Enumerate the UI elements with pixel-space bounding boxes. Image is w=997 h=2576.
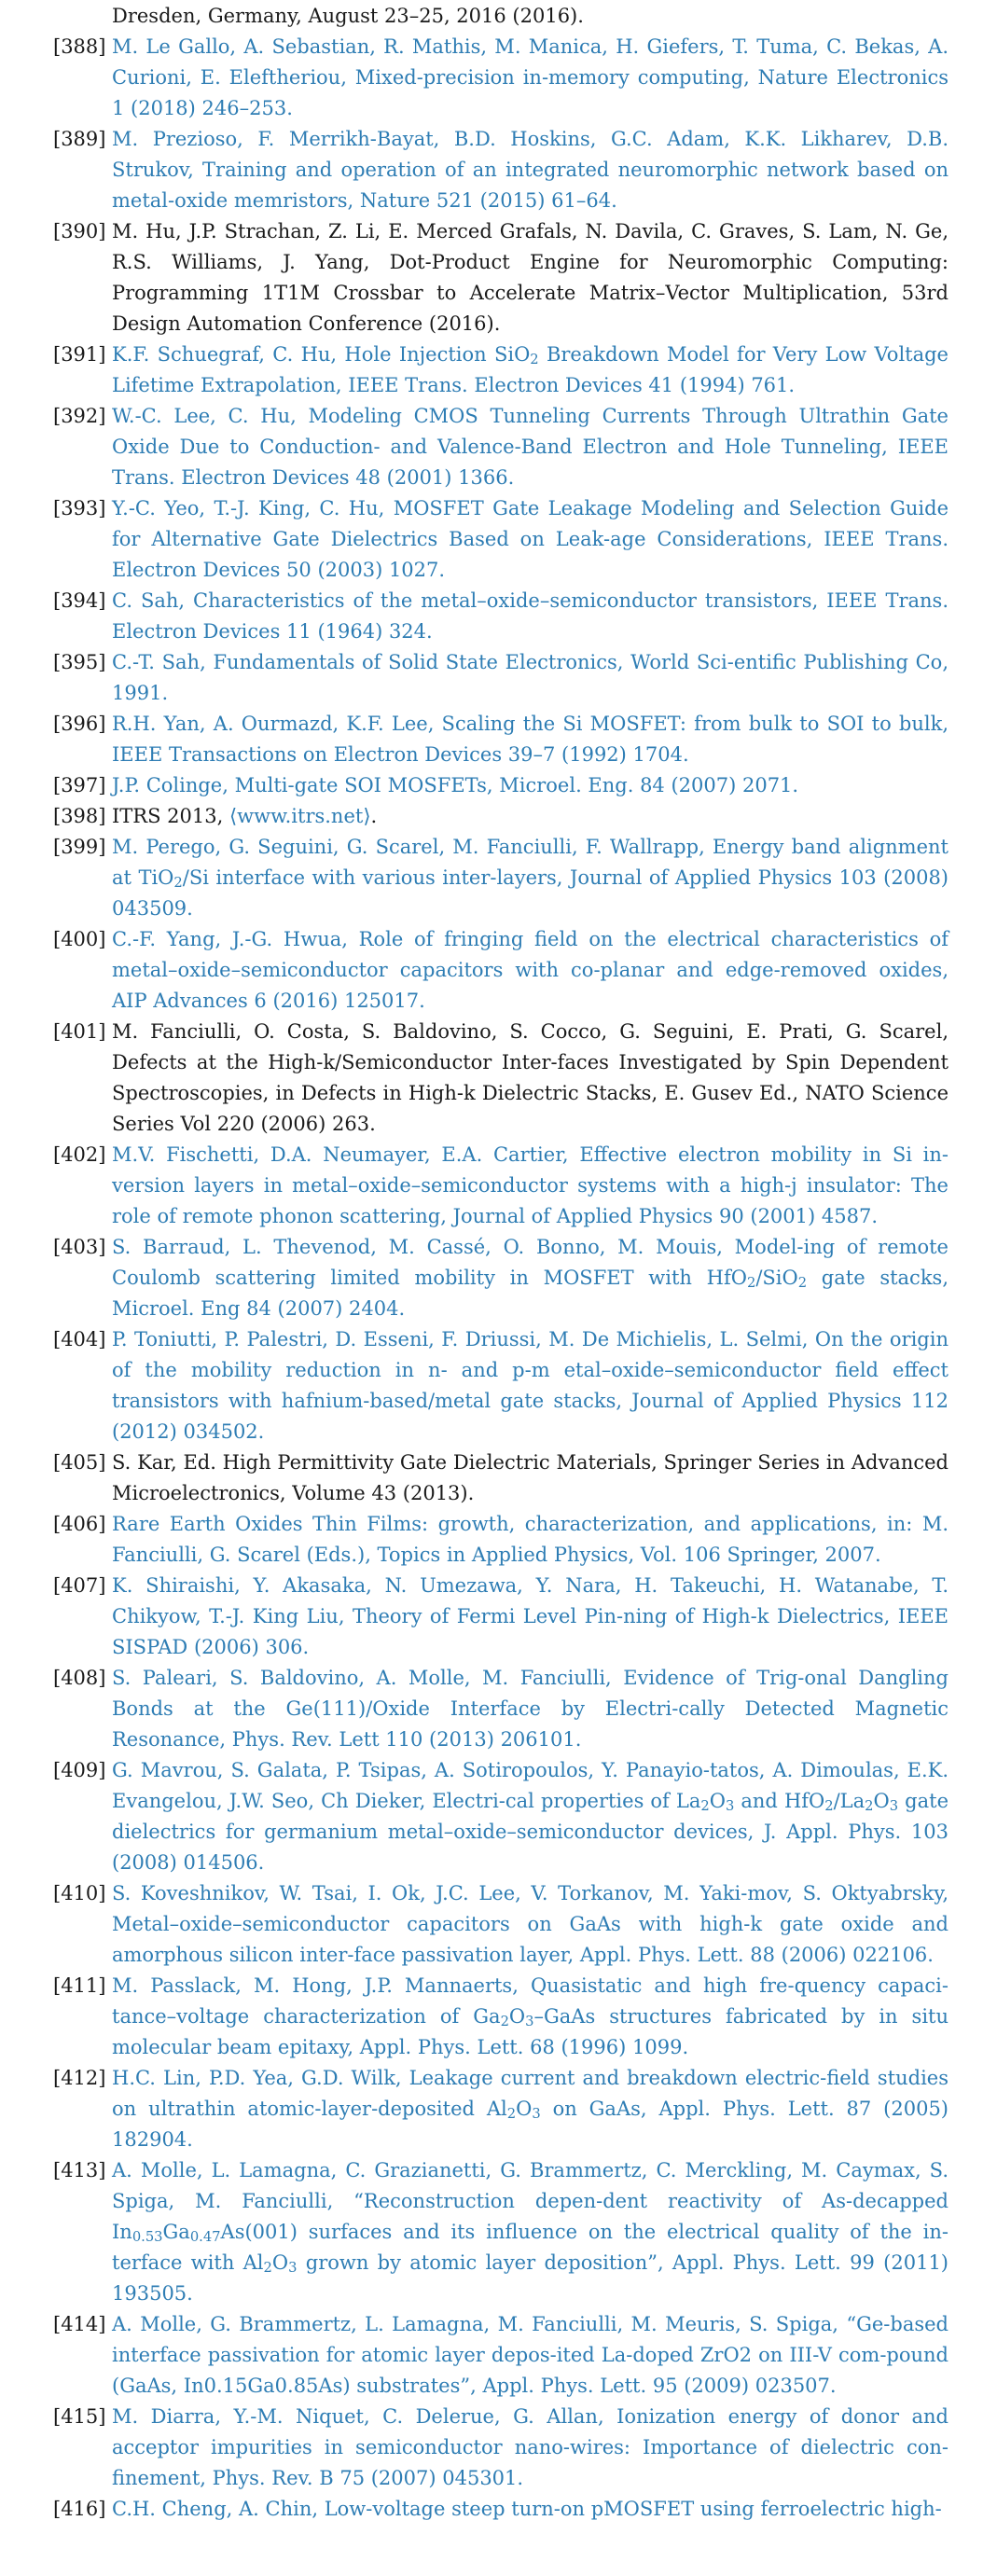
reference-segment[interactable]: Y.-C. Yeo, T.-J. King, C. Hu, MOSFET Gate Leakage Modeling and Selection Guide for Alternative Gate Dielectrics Based on Leak-age Considerations, IEEE Trans. Electron Devices 50 (2003) 1027. — [112, 497, 949, 581]
reference-item — [53, 1140, 949, 1232]
reference-segment[interactable]: S. Koveshnikov, W. Tsai, I. Ok, J.C. Lee, V. Torkanov, M. Yaki-mov, S. Oktyabrsky, Metal–oxide–semiconductor capacitors on GaAs with high-k gate oxide and amorphous silicon inter-face passivation layer, Appl. Phys. Lett. 88 (2006) 022106. — [112, 1882, 949, 1966]
reference-item — [53, 493, 949, 586]
reference-number: [414] — [53, 2313, 106, 2335]
reference-item — [53, 1971, 949, 2063]
reference-segment[interactable]: K.F. Schuegraf, C. Hu, Hole Injection SiO — [112, 343, 531, 366]
reference-segment[interactable]: G. Mavrou, S. Galata, P. Tsipas, A. Sotiropoulos, Y. Panayio-tatos, A. Dimoulas, E.K. Evangelou, J.W. Seo, Ch Dieker, Electri-cal properties of La — [112, 1759, 949, 1812]
reference-segment[interactable]: Rare Earth Oxides Thin Films: growth, characterization, and applications, in: M. Fanciulli, G. Scarel (Eds.), Topics in Applied Physics, Vol. 106 Springer, 2007. — [112, 1513, 949, 1566]
reference-text — [112, 1451, 949, 1504]
reference-segment[interactable]: S. Paleari, S. Baldovino, A. Molle, M. Fanciulli, Evidence of Trig-onal Dangling Bonds at the Ge(111)/Oxide Interface by Electri-cally Detected Magnetic Resonance, Phys. Rev. Lett 110 (2013) 206101. — [112, 1667, 949, 1751]
reference-number: [409] — [53, 1759, 106, 1781]
reference-link[interactable] — [112, 651, 949, 704]
reference-segment: M. Hu, J.P. Strachan, Z. Li, E. Merced Grafals, N. Davila, C. Graves, S. Lam, N. Ge, R.S. Williams, J. Yang, Dot-Product Engine for Neuromorphic Computing: Programming 1T1M Crossbar to Accelerate Matrix–Vector Multiplication, 53rd Design Automation Conference (2016). — [112, 220, 949, 335]
reference-segment[interactable]: Ga — [162, 2221, 190, 2243]
reference-url[interactable]: ⟨www.itrs.net⟩ — [228, 805, 371, 827]
reference-number: [408] — [53, 1667, 106, 1689]
reference-item — [53, 1755, 949, 1878]
reference-link[interactable] — [112, 1882, 949, 1966]
reference-link[interactable] — [112, 774, 798, 796]
reference-segment[interactable]: S. Barraud, L. Thevenod, M. Cassé, O. Bonno, M. Mouis, Model-ing of remote Coulomb scattering limited mobility in MOSFET with HfO — [112, 1236, 949, 1289]
reference-number: [390] — [53, 220, 106, 242]
reference-segment[interactable]: 2 — [530, 352, 539, 368]
reference-item — [53, 2309, 949, 2402]
reference-item — [53, 801, 949, 832]
reference-segment: S. Kar, Ed. High Permittivity Gate Dielectric Materials, Springer Series in Advanced Microelectronics, Volume 43 (2013). — [112, 1451, 949, 1504]
reference-number: [399] — [53, 836, 106, 858]
reference-segment[interactable]: P. Toniutti, P. Palestri, D. Esseni, F. Driussi, M. De Michielis, L. Selmi, On the origin of the mobility reduction in n- and p-m etal–oxide–semiconductor field effect transistors with hafnium-based/metal gate stacks, Journal of Applied Physics 112 (2012) 034502. — [112, 1328, 949, 1443]
reference-segment: M. Fanciulli, O. Costa, S. Baldovino, S. Cocco, G. Seguini, E. Prati, G. Scarel, Defects at the High-k/Semiconductor Inter-faces Investigated by Spin Dependent Spectroscopies, in Defects in High-k Dielectric Stacks, E. Gusev Ed., NATO Science Series Vol 220 (2006) 263. — [112, 1020, 949, 1135]
reference-segment[interactable]: H.C. Lin, P.D. Yea, G.D. Wilk, Leakage current and breakdown electric-field studies on ultrathin atomic-layer-deposited Al — [112, 2067, 949, 2120]
reference-segment[interactable]: A. Molle, G. Brammertz, L. Lamagna, M. Fanciulli, M. Meuris, S. Spiga, “Ge-based interface passivation for atomic layer depos-ited La-doped ZrO2 on III-V com-pound (GaAs, In0.15Ga0.85As) substrates”, Appl. Phys. Lett. 95 (2009) 023507. — [112, 2313, 949, 2397]
reference-segment[interactable]: M. Passlack, M. Hong, J.P. Mannaerts, Quasistatic and high fre-quency capaci-tance–voltage characterization of Ga — [112, 1974, 949, 2028]
reference-item — [53, 1509, 949, 1571]
reference-segment[interactable]: 2 — [506, 2106, 517, 2123]
reference-number: [400] — [53, 928, 106, 950]
reference-segment[interactable]: Breakdown Model for Very Low Voltage Lifetime Extrapolation, IEEE Trans. Electron Devices 41 (1994) 761. — [112, 343, 949, 396]
reference-number: [410] — [53, 1882, 106, 1904]
reference-segment[interactable]: C. Sah, Characteristics of the metal–oxide–semiconductor transistors, IEEE Trans. Electron Devices 11 (1964) 324. — [112, 589, 949, 643]
reference-item — [53, 401, 949, 493]
reference-text — [112, 805, 377, 827]
reference-text — [112, 1020, 949, 1135]
reference-item — [53, 216, 949, 339]
reference-number: [411] — [53, 1974, 106, 1997]
reference-item — [53, 924, 949, 1017]
reference-number: [413] — [53, 2159, 106, 2181]
reference-segment[interactable]: 2 — [824, 1798, 834, 1815]
reference-segment[interactable]: grown by atomic layer deposition”, Appl. Phys. Lett. 99 (2011) 193505. — [112, 2251, 949, 2305]
reference-number: [403] — [53, 1236, 106, 1258]
reference-link[interactable] — [112, 128, 949, 212]
reference-number: [396] — [53, 713, 106, 735]
reference-segment[interactable]: O — [271, 2251, 289, 2274]
reference-link[interactable] — [112, 1236, 949, 1320]
reference-continuation-line: Dresden, Germany, August 23–25, 2016 (2016). — [112, 5, 584, 27]
reference-item — [53, 339, 949, 401]
reference-segment[interactable]: C.H. Cheng, A. Chin, Low-voltage steep turn-on pMOSFET using ferroelectric high- — [112, 2498, 942, 2520]
reference-item — [53, 2494, 949, 2525]
reference-segment[interactable]: 3 — [889, 1798, 899, 1815]
reference-segment[interactable]: C.-F. Yang, J.-G. Hwua, Role of fringing field on the electrical characteristics of metal–oxide–semiconductor capacitors with co-planar and edge-removed oxides, AIP Advances 6 (2016) 125017. — [112, 928, 949, 1012]
reference-link[interactable] — [112, 928, 949, 1012]
reference-number: [407] — [53, 1574, 106, 1597]
reference-number: [412] — [53, 2067, 106, 2089]
reference-link[interactable] — [112, 1143, 949, 1227]
reference-number: [393] — [53, 497, 106, 519]
reference-list — [53, 32, 949, 2525]
reference-number: [406] — [53, 1513, 106, 1535]
reference-segment[interactable]: 2 — [263, 2260, 272, 2277]
reference-item — [53, 1447, 949, 1509]
reference-segment[interactable]: 2 — [797, 1275, 808, 1292]
reference-segment[interactable]: As(001) surfaces and its influence on the electrical quality of the in-terface with Al — [112, 2221, 949, 2274]
reference-number: [392] — [53, 405, 106, 427]
reference-link[interactable] — [112, 1667, 949, 1751]
reference-segment: . — [370, 805, 378, 827]
reference-segment[interactable]: C.-T. Sah, Fundamentals of Solid State Electronics, World Sci-entific Publishing Co, 1991. — [112, 651, 949, 704]
reference-number: [398] — [53, 805, 106, 827]
reference-link[interactable] — [112, 2159, 949, 2305]
reference-link[interactable] — [112, 1513, 949, 1566]
reference-segment[interactable]: 3 — [288, 2260, 298, 2277]
reference-segment: ITRS 2013, — [112, 805, 229, 827]
reference-link[interactable] — [112, 2405, 949, 2489]
reference-item — [53, 647, 949, 709]
reference-segment[interactable]: M.V. Fischetti, D.A. Neumayer, E.A. Cartier, Effective electron mobility in Si in-version layers in metal–oxide–semiconductor systems with a high-j insulator: The role of remote phonon scattering, Journal of Applied Physics 90 (2001) 4587. — [112, 1143, 949, 1227]
reference-link[interactable] — [112, 1328, 949, 1443]
reference-number: [404] — [53, 1328, 106, 1350]
reference-segment[interactable]: on GaAs, Appl. Phys. Lett. 87 (2005) 182904. — [112, 2098, 949, 2151]
reference-item — [53, 586, 949, 647]
reference-link[interactable] — [112, 2498, 942, 2520]
reference-link[interactable] — [112, 2313, 949, 2397]
reference-link[interactable] — [112, 405, 949, 489]
reference-segment[interactable]: 3 — [725, 1798, 735, 1815]
reference-number: [388] — [53, 35, 106, 58]
reference-segment[interactable]: O — [873, 1790, 890, 1812]
reference-segment[interactable]: gate dielectrics for germanium metal–oxide–semiconductor devices, J. Appl. Phys. 103 (2008) 014506. — [112, 1790, 949, 1874]
reference-number: [397] — [53, 774, 106, 796]
reference-segment[interactable]: M. Prezioso, F. Merrikh-Bayat, B.D. Hoskins, G.C. Adam, K.K. Likharev, D.B. Strukov, Training and operation of an integrated neuromorphic network based on metal-oxide memristors, Nature 521 (2015) 61–64. — [112, 128, 949, 212]
reference-number: [405] — [53, 1451, 106, 1474]
reference-item — [53, 1571, 949, 1663]
reference-link[interactable] — [112, 2067, 949, 2151]
reference-item — [53, 832, 949, 924]
reference-link[interactable] — [112, 836, 949, 920]
reference-item — [53, 1232, 949, 1324]
reference-link[interactable] — [112, 497, 949, 581]
reference-number: [401] — [53, 1020, 106, 1043]
reference-text — [112, 220, 949, 335]
reference-segment[interactable]: K. Shiraishi, Y. Akasaka, N. Umezawa, Y. Nara, H. Takeuchi, H. Watanabe, T. Chikyow, T.-J. King Liu, Theory of Fermi Level Pin-ning of High-k Dielectrics, IEEE SISPAD (2006) 306. — [112, 1574, 949, 1658]
reference-segment[interactable]: W.-C. Lee, C. Hu, Modeling CMOS Tunneling Currents Through Ultrathin Gate Oxide Due to Conduction- and Valence-Band Electron and Hole Tunneling, IEEE Trans. Electron Devices 48 (2001) 1366. — [112, 405, 949, 489]
reference-number: [389] — [53, 128, 106, 150]
reference-segment[interactable]: 2 — [865, 1798, 874, 1815]
reference-number: [402] — [53, 1143, 106, 1166]
reference-segment[interactable]: R.H. Yan, A. Ourmazd, K.F. Lee, Scaling the Si MOSFET: from bulk to SOI to bulk, IEEE Transactions on Electron Devices 39–7 (1992) 1704. — [112, 713, 949, 766]
reference-link[interactable] — [112, 1759, 949, 1874]
reference-segment[interactable]: 2 — [746, 1275, 756, 1292]
reference-number: [395] — [53, 651, 106, 673]
reference-segment[interactable]: 0.53 — [132, 2229, 163, 2246]
reference-item — [53, 1324, 949, 1447]
reference-segment[interactable]: 2 — [173, 875, 183, 892]
reference-segment[interactable]: O — [709, 1790, 726, 1812]
reference-number: [391] — [53, 343, 106, 366]
reference-segment[interactable]: M. Le Gallo, A. Sebastian, R. Mathis, M. Manica, H. Giefers, T. Tuma, C. Bekas, A. Curioni, E. Eleftheriou, Mixed-precision in-memory computing, Nature Electronics 1 (2018) 246–253. — [112, 35, 949, 119]
reference-link[interactable] — [112, 1574, 949, 1658]
reference-link[interactable] — [112, 35, 949, 119]
reference-number: [416] — [53, 2498, 106, 2520]
reference-link[interactable] — [112, 713, 949, 766]
reference-link[interactable] — [112, 1974, 949, 2058]
reference-link[interactable] — [112, 589, 949, 643]
reference-segment[interactable]: /Si interface with various inter-layers, Journal of Applied Physics 103 (2008) 043509. — [112, 866, 949, 920]
reference-item — [53, 709, 949, 770]
reference-segment[interactable]: M. Perego, G. Seguini, G. Scarel, M. Fanciulli, F. Wallrapp, Energy band alignment at TiO — [112, 836, 949, 889]
reference-item — [53, 32, 949, 124]
reference-item — [53, 2402, 949, 2494]
reference-item — [53, 1017, 949, 1140]
reference-item — [53, 1878, 949, 1971]
reference-segment[interactable]: J.P. Colinge, Multi-gate SOI MOSFETs, Microel. Eng. 84 (2007) 2071. — [112, 774, 799, 796]
reference-segment[interactable]: A. Molle, L. Lamagna, C. Grazianetti, G. Brammertz, C. Merckling, M. Caymax, S. Spiga, M. Fanciulli, “Reconstruction depen-dent reactivity of As-decapped In — [112, 2159, 949, 2243]
reference-segment[interactable]: –GaAs structures fabricated by in situ molecular beam epitaxy, Appl. Phys. Lett. 68 (1996) 1099. — [112, 2005, 949, 2058]
reference-segment[interactable]: /La — [833, 1790, 865, 1812]
reference-segment[interactable]: 3 — [525, 2014, 534, 2030]
reference-segment[interactable]: O — [516, 2098, 533, 2120]
reference-link[interactable] — [112, 343, 949, 396]
reference-item — [53, 770, 949, 801]
reference-item — [53, 2063, 949, 2155]
reference-item — [53, 124, 949, 216]
reference-segment[interactable]: /SiO — [755, 1267, 798, 1289]
reference-segment[interactable]: 2 — [700, 1798, 710, 1815]
reference-segment[interactable]: gate stacks, Microel. Eng 84 (2007) 2404. — [112, 1267, 949, 1320]
reference-number: [394] — [53, 589, 106, 612]
reference-segment[interactable]: and HfO — [734, 1790, 825, 1812]
reference-segment[interactable]: O — [508, 2005, 526, 2028]
reference-segment[interactable]: 2 — [500, 2014, 509, 2030]
reference-item — [53, 2155, 949, 2309]
reference-segment[interactable]: 3 — [532, 2106, 541, 2123]
reference-segment[interactable]: M. Diarra, Y.-M. Niquet, C. Delerue, G. Allan, Ionization energy of donor and acceptor impurities in semiconductor nano-wires: Importance of dielectric con-finement, Phys. Rev. B 75 (2007) 045301. — [112, 2405, 949, 2489]
reference-segment[interactable]: 0.47 — [189, 2229, 221, 2246]
reference-item — [53, 1663, 949, 1755]
reference-number: [415] — [53, 2405, 106, 2428]
